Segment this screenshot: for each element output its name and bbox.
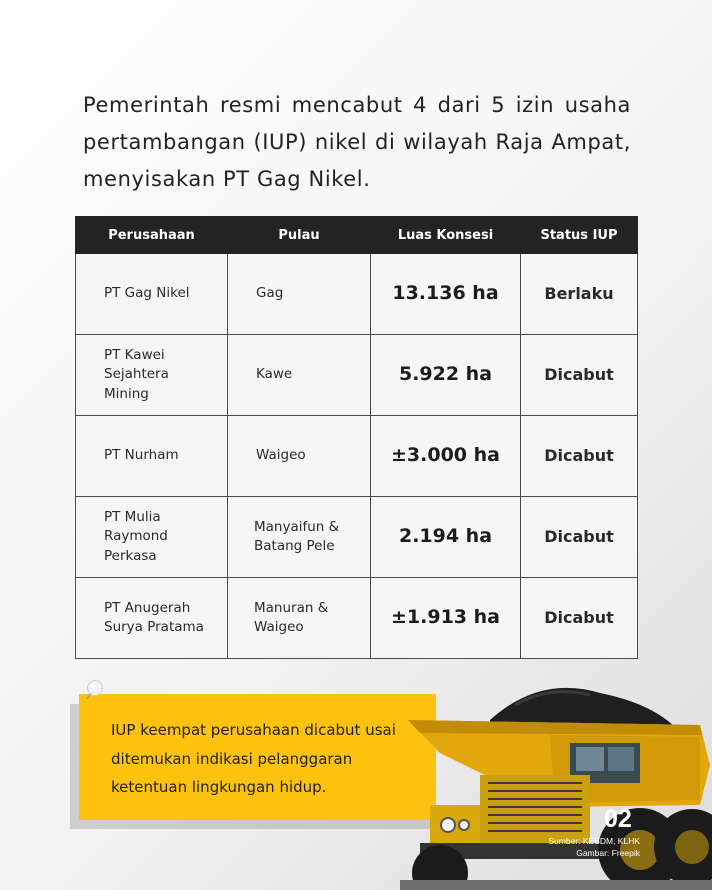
island-cell: Kawe [228,335,371,416]
area-cell: 2.194 ha [371,497,521,578]
table-row [76,497,638,578]
table-header-row [76,217,638,254]
intro-paragraph: Pemerintah resmi mencabut 4 dari 5 izin usaha pertambangan (IUP) nikel di wilayah Raja Ampat, menyisakan PT Gag Nikel. [83,93,631,191]
table-row [76,578,638,659]
credit-block [490,835,640,859]
island-cell: Manuran & Waigeo [228,578,371,659]
status-cell: Dicabut [521,497,638,578]
status-cell: Dicabut [521,416,638,497]
company-cell: PT Anugerah Surya Pratama [76,578,228,659]
note-text: IUP keempat perusahaan dicabut usai ditemukan indikasi pelanggaran ketentuan lingkungan hidup. [111,721,396,796]
company-cell: PT Mulia Raymond Perkasa [76,497,228,578]
table-row [76,254,638,335]
header-status: Status IUP [521,217,638,254]
area-cell: 13.136 ha [371,254,521,335]
island-cell: Waigeo [228,416,371,497]
image-credit: Gambar: Freepik [576,848,640,858]
table-row [76,416,638,497]
page-number: 02 [604,805,632,833]
area-cell: 5.922 ha [371,335,521,416]
header-island: Pulau [228,217,371,254]
island-cell: Gag [228,254,371,335]
status-cell: Dicabut [521,335,638,416]
company-cell: PT Gag Nikel [76,254,228,335]
table-row [76,335,638,416]
status-cell: Dicabut [521,578,638,659]
header-company: Perusahaan [76,217,228,254]
area-cell: ±1.913 ha [371,578,521,659]
source-line: Sumber: KESDM, KLHK [548,836,640,846]
header-area: Luas Konsesi [371,217,521,254]
island-cell: Manyaifun & Batang Pele [228,497,371,578]
status-cell: Berlaku [521,254,638,335]
company-cell: PT Nurham [76,416,228,497]
iup-table [75,216,638,659]
pushpin-icon [84,680,104,700]
area-cell: ±3.000 ha [371,416,521,497]
company-cell: PT Kawei Sejahtera Mining [76,335,228,416]
